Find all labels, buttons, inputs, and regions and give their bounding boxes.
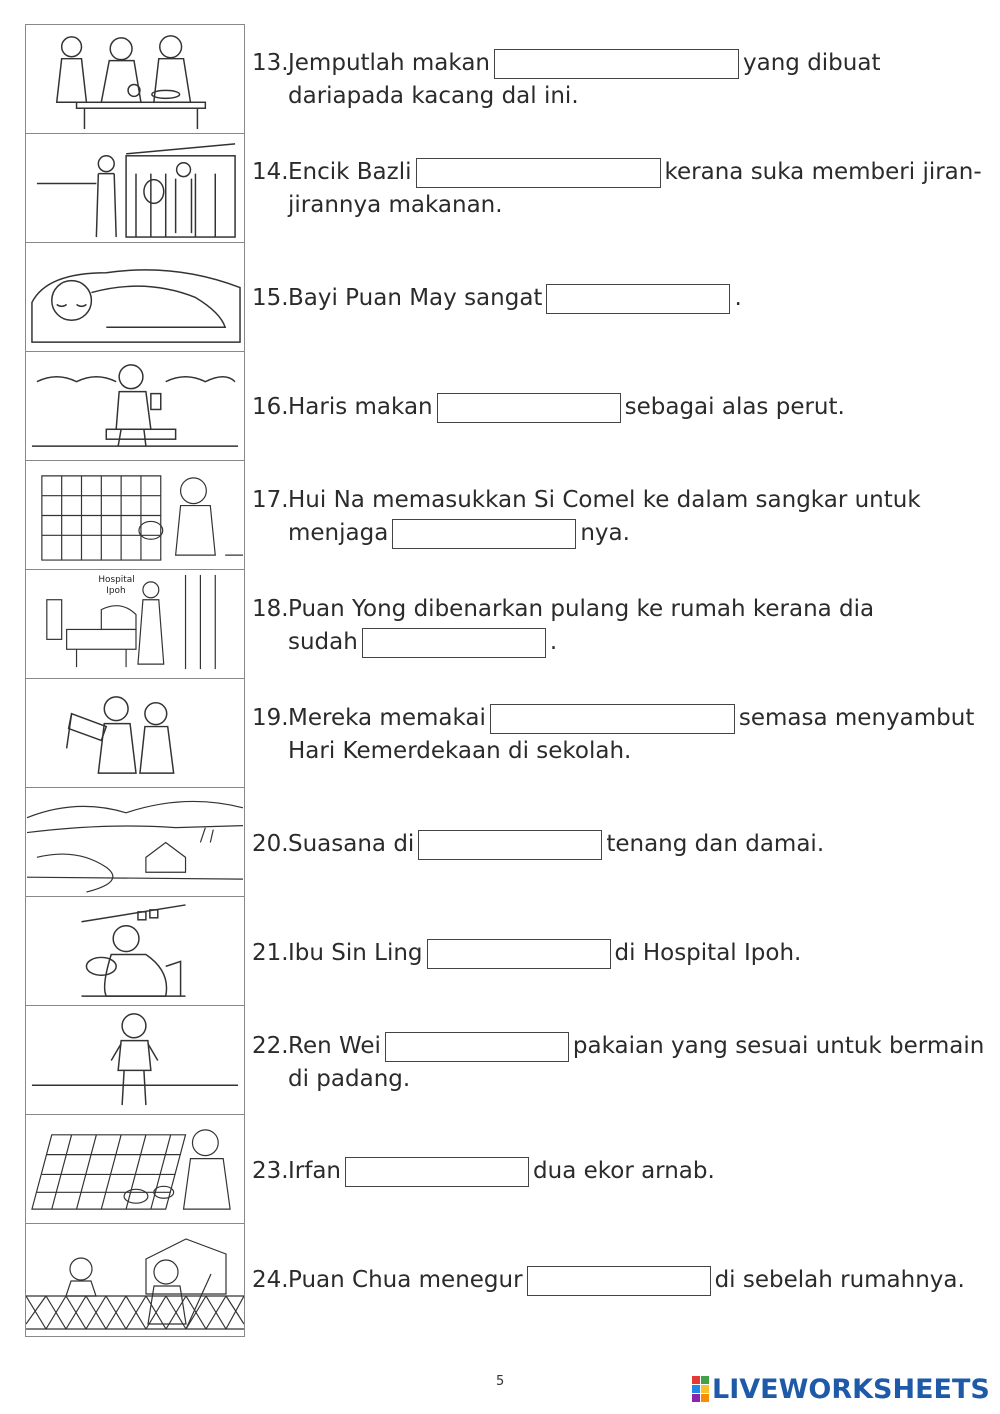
question-number: 22. — [252, 1033, 289, 1059]
question-number: 21. — [252, 940, 289, 966]
question-number: 16. — [252, 394, 289, 420]
answer-input-17[interactable] — [392, 519, 576, 549]
question-23 — [252, 1155, 715, 1188]
question-number: 17. — [252, 487, 289, 513]
question-text: . — [549, 629, 558, 655]
question-text: sebagai alas perut. — [624, 394, 845, 420]
hospital-sign-line2: Ipoh — [106, 585, 126, 596]
question-number: 23. — [252, 1158, 289, 1184]
question-14 — [252, 156, 982, 222]
picture-23 — [26, 1115, 244, 1224]
answer-input-13[interactable] — [494, 49, 739, 79]
question-text: Irfan — [288, 1158, 342, 1184]
question-text: pakaian yang sesuai untuk bermain — [572, 1033, 985, 1059]
question-13 — [252, 47, 880, 113]
answer-input-20[interactable] — [418, 830, 602, 860]
question-number: 14. — [252, 159, 289, 185]
question-text: Hui Na memasukkan Si Comel ke dalam sangkar untuk — [288, 487, 921, 513]
question-text: . — [734, 285, 742, 311]
question-text: Puan Chua menegur — [288, 1267, 523, 1293]
picture-14 — [26, 134, 244, 243]
page-number: 5 — [496, 1374, 505, 1389]
question-text: di Hospital Ipoh. — [614, 940, 802, 966]
question-18 — [252, 593, 874, 659]
question-text: di padang. — [288, 1066, 411, 1092]
question-17 — [252, 484, 921, 550]
picture-19 — [26, 679, 244, 788]
question-text: nya. — [580, 520, 630, 546]
question-text: tenang dan damai. — [606, 831, 825, 857]
answer-input-21[interactable] — [427, 939, 611, 969]
question-15 — [252, 282, 742, 315]
answer-input-15[interactable] — [546, 284, 730, 314]
question-text: Bayi Puan May sangat — [288, 285, 543, 311]
liveworksheets-logo[interactable] — [692, 1373, 990, 1405]
question-text: Puan Yong dibenarkan pulang ke rumah kerana dia — [288, 596, 875, 622]
picture-21 — [26, 897, 244, 1006]
question-text: Suasana di — [288, 831, 415, 857]
question-number: 15. — [252, 285, 289, 311]
answer-input-22[interactable] — [385, 1032, 569, 1062]
question-text: di sebelah rumahnya. — [714, 1267, 965, 1293]
question-text: Jemputlah makan — [288, 50, 490, 76]
question-19 — [252, 702, 974, 768]
answer-input-19[interactable] — [490, 704, 735, 734]
picture-18 — [26, 570, 244, 679]
question-text: Haris makan — [288, 394, 433, 420]
answer-input-16[interactable] — [437, 393, 621, 423]
question-text: Mereka memakai — [288, 705, 486, 731]
question-text: Encik Bazli — [288, 159, 412, 185]
question-number: 13. — [252, 50, 289, 76]
liveworksheets-logo-icon — [692, 1376, 709, 1402]
question-21 — [252, 937, 801, 970]
picture-17 — [26, 461, 244, 570]
question-text: menjaga — [288, 520, 389, 546]
question-text: kerana suka memberi jiran- — [664, 159, 982, 185]
brand-name: LIVEWORKSHEETS — [712, 1373, 990, 1405]
question-text: sudah — [288, 629, 358, 655]
question-text: Hari Kemerdekaan di sekolah. — [288, 738, 632, 764]
answer-input-14[interactable] — [416, 158, 661, 188]
question-text: dariapada kacang dal ini. — [288, 83, 579, 109]
question-text: yang dibuat — [743, 50, 881, 76]
answer-input-18[interactable] — [362, 628, 546, 658]
question-number: 19. — [252, 705, 289, 731]
question-text: semasa menyambut — [738, 705, 975, 731]
question-text: jirannya makanan. — [288, 192, 503, 218]
picture-24 — [26, 1224, 244, 1333]
question-16 — [252, 391, 845, 424]
picture-15 — [26, 243, 244, 352]
answer-input-23[interactable] — [345, 1157, 529, 1187]
hospital-sign-line1: Hospital — [98, 574, 135, 585]
question-22 — [252, 1030, 984, 1096]
question-number: 20. — [252, 831, 289, 857]
question-text: Ren Wei — [288, 1033, 381, 1059]
picture-16 — [26, 352, 244, 461]
picture-13 — [26, 25, 244, 134]
question-text: dua ekor arnab. — [533, 1158, 715, 1184]
picture-20 — [26, 788, 244, 897]
question-24 — [252, 1264, 965, 1297]
answer-input-24[interactable] — [527, 1266, 711, 1296]
picture-22 — [26, 1006, 244, 1115]
picture-column — [25, 24, 245, 1337]
question-number: 24. — [252, 1267, 289, 1293]
question-text: Ibu Sin Ling — [288, 940, 423, 966]
question-20 — [252, 828, 824, 861]
question-number: 18. — [252, 596, 289, 622]
